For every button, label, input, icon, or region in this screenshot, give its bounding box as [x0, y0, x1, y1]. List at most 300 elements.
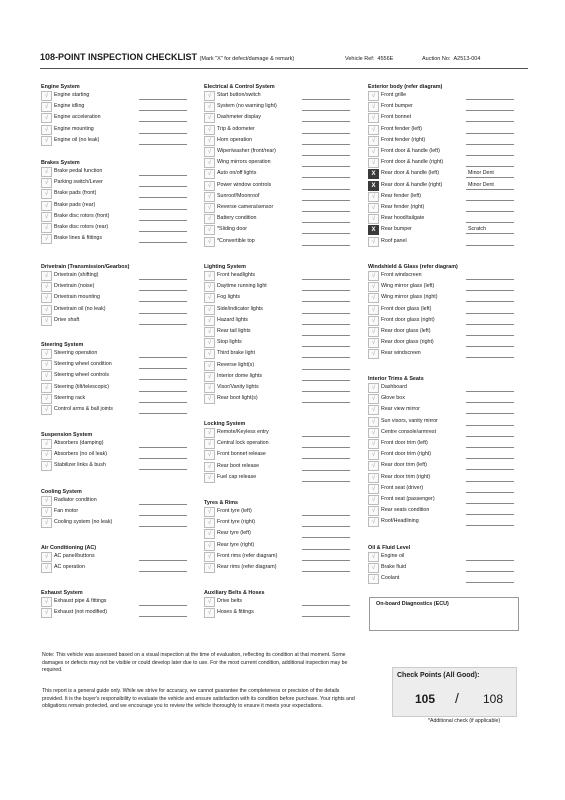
remark-field[interactable] [466, 159, 514, 167]
remark-field[interactable] [302, 508, 350, 516]
item-label: Daytime running light [217, 283, 267, 290]
remark-field[interactable] [302, 542, 350, 550]
item-label: Rear door trim (right) [381, 473, 431, 480]
check-mark[interactable]: √ [368, 91, 379, 101]
remark-field[interactable] [139, 294, 187, 302]
remark-field[interactable] [302, 350, 350, 358]
remark-field[interactable] [302, 519, 350, 527]
check-mark[interactable]: √ [41, 234, 52, 244]
remark-field[interactable] [302, 114, 350, 122]
checkpoints-good: 105 [415, 692, 436, 706]
section-title-engine: Engine System [41, 84, 80, 90]
remark-field[interactable] [139, 103, 187, 111]
checklist-row [368, 338, 518, 348]
item-label: Steering rack [54, 394, 86, 401]
remark-field[interactable] [139, 519, 187, 527]
checklist-row [41, 91, 191, 101]
checklist-row [41, 234, 191, 244]
check-mark[interactable]: √ [368, 192, 379, 202]
defect-mark[interactable]: X [368, 181, 379, 191]
checklist-row [368, 439, 518, 449]
remark-field[interactable] [466, 485, 514, 493]
check-mark[interactable]: √ [368, 293, 379, 303]
remark-field[interactable] [139, 224, 187, 232]
item-label: Start button/switch [217, 92, 261, 98]
checklist-row [41, 496, 191, 506]
checklist-row [368, 563, 518, 573]
item-label: Rear boot light(s) [217, 395, 258, 402]
defect-mark[interactable]: X [368, 169, 379, 179]
check-mark[interactable]: √ [204, 158, 215, 168]
remark-field[interactable] [466, 283, 514, 291]
remark-field[interactable] [139, 350, 187, 358]
item-label: Front bonnet release [217, 451, 266, 458]
check-mark[interactable]: √ [368, 450, 379, 460]
check-mark[interactable]: √ [368, 383, 379, 393]
auction-no: Auction No: A2513-004 [422, 56, 481, 62]
item-label: Engine idling [54, 103, 85, 110]
checklist-row [41, 316, 191, 326]
checklist-row [41, 282, 191, 292]
checklist-row [368, 349, 518, 359]
item-label: Remote/Keyless entry [217, 429, 269, 435]
remark-field[interactable] [139, 272, 187, 280]
item-label: Rear tyre (left) [217, 530, 251, 537]
remark-field[interactable] [139, 306, 187, 314]
item-label: Central lock operation [217, 440, 269, 447]
remark-field[interactable] [466, 553, 514, 561]
check-mark[interactable]: √ [204, 113, 215, 123]
remark-field[interactable]: Minor Dent [466, 182, 514, 190]
remark-field[interactable] [302, 463, 350, 471]
remark-field[interactable] [466, 518, 514, 526]
remark-field[interactable] [466, 328, 514, 336]
check-mark[interactable]: √ [368, 428, 379, 438]
remark-field[interactable] [466, 103, 514, 111]
check-mark[interactable]: √ [204, 293, 215, 303]
remark-field[interactable]: Minor Dent [466, 170, 514, 178]
check-mark[interactable]: √ [204, 349, 215, 359]
check-mark[interactable]: √ [204, 563, 215, 573]
remark-field[interactable] [302, 306, 350, 314]
remark-field[interactable] [466, 137, 514, 145]
check-mark[interactable]: √ [41, 507, 52, 517]
item-label: Rear hood/tailgate [381, 215, 425, 222]
check-mark[interactable]: √ [368, 136, 379, 146]
remark-field[interactable] [139, 553, 187, 561]
remark-field[interactable] [466, 406, 514, 414]
remark-field[interactable] [466, 339, 514, 347]
checklist-row [368, 91, 518, 101]
remark-field[interactable] [466, 496, 514, 504]
check-mark[interactable]: √ [41, 450, 52, 460]
checklist-row [204, 338, 354, 348]
remark-field[interactable] [302, 170, 350, 178]
remark-field[interactable] [466, 294, 514, 302]
check-mark[interactable]: √ [368, 125, 379, 135]
check-mark[interactable]: √ [204, 169, 215, 179]
item-label: Front door glass (left) [381, 305, 432, 312]
remark-field[interactable] [466, 215, 514, 223]
check-mark[interactable]: √ [204, 125, 215, 135]
check-mark[interactable]: √ [41, 201, 52, 211]
remark-field[interactable] [302, 193, 350, 201]
remark-field[interactable] [302, 440, 350, 448]
remark-field[interactable] [139, 361, 187, 369]
checklist-row [368, 327, 518, 337]
check-mark[interactable]: √ [41, 461, 52, 471]
remark-field[interactable] [302, 530, 350, 538]
check-mark[interactable]: √ [368, 214, 379, 224]
remark-field[interactable] [302, 553, 350, 561]
check-mark[interactable]: √ [204, 237, 215, 247]
checklist-row [204, 394, 354, 404]
remark-field[interactable] [466, 575, 514, 583]
item-label: Front tyre (left) [217, 508, 252, 514]
check-mark[interactable]: √ [204, 136, 215, 146]
remark-field[interactable] [139, 179, 187, 187]
remark-field[interactable] [466, 204, 514, 212]
check-mark[interactable]: √ [368, 271, 379, 281]
check-mark[interactable]: √ [368, 517, 379, 527]
check-mark[interactable]: √ [41, 282, 52, 292]
item-label: Reverse light(s) [217, 361, 255, 368]
check-mark[interactable]: √ [204, 439, 215, 449]
checklist-row [41, 518, 191, 528]
remark-field[interactable] [466, 350, 514, 358]
remark-field[interactable]: Scratch [466, 226, 514, 234]
check-mark[interactable]: √ [41, 125, 52, 135]
checklist-row [204, 428, 354, 438]
check-mark[interactable]: √ [204, 305, 215, 315]
check-mark[interactable]: √ [204, 552, 215, 562]
remark-field[interactable] [139, 406, 187, 414]
checklist-row [41, 305, 191, 315]
remark-field[interactable] [302, 474, 350, 482]
checklist-row [204, 349, 354, 359]
checklist-row [41, 189, 191, 199]
check-mark[interactable]: √ [204, 338, 215, 348]
remark-field[interactable] [466, 306, 514, 314]
item-label: Drivetrain (noise) [54, 283, 95, 290]
remark-field[interactable] [466, 238, 514, 246]
check-mark[interactable]: √ [41, 189, 52, 199]
check-mark[interactable]: √ [204, 518, 215, 528]
check-mark[interactable]: √ [368, 574, 379, 584]
remark-field[interactable] [139, 440, 187, 448]
check-mark[interactable]: √ [368, 506, 379, 516]
remark-field[interactable] [466, 317, 514, 325]
remark-field[interactable] [139, 114, 187, 122]
remark-field[interactable] [302, 215, 350, 223]
remark-field[interactable] [466, 114, 514, 122]
checklist-row [368, 574, 518, 584]
remark-field[interactable] [302, 373, 350, 381]
remark-field[interactable] [139, 451, 187, 459]
check-mark[interactable]: √ [41, 394, 52, 404]
check-mark[interactable]: √ [41, 552, 52, 562]
check-mark[interactable]: √ [204, 102, 215, 112]
checklist-row [204, 147, 354, 157]
check-mark[interactable]: √ [368, 473, 379, 483]
check-mark[interactable]: √ [368, 282, 379, 292]
item-label: Front seat (passenger) [381, 496, 435, 502]
remark-field[interactable] [466, 564, 514, 572]
remark-field[interactable] [302, 609, 350, 617]
check-mark[interactable]: √ [368, 417, 379, 427]
check-mark[interactable]: √ [368, 338, 379, 348]
check-mark[interactable]: √ [368, 552, 379, 562]
check-mark[interactable]: √ [41, 371, 52, 381]
check-mark[interactable]: √ [368, 237, 379, 247]
checklist-row [368, 552, 518, 562]
check-mark[interactable]: √ [41, 113, 52, 123]
remark-field[interactable] [139, 609, 187, 617]
check-mark[interactable]: √ [368, 147, 379, 157]
remark-field[interactable] [139, 92, 187, 100]
remark-field[interactable] [466, 451, 514, 459]
check-mark[interactable]: √ [204, 450, 215, 460]
check-mark[interactable]: √ [204, 282, 215, 292]
check-mark[interactable]: √ [204, 91, 215, 101]
check-mark[interactable]: √ [204, 316, 215, 326]
check-mark[interactable]: √ [41, 293, 52, 303]
item-label: Rear windscreen [381, 350, 421, 357]
check-mark[interactable]: √ [204, 541, 215, 551]
checklist-row [204, 529, 354, 539]
check-mark[interactable]: √ [368, 405, 379, 415]
remark-field[interactable] [302, 137, 350, 145]
check-mark[interactable]: √ [368, 316, 379, 326]
remark-field[interactable] [302, 564, 350, 572]
remark-field[interactable] [139, 317, 187, 325]
check-mark[interactable]: √ [204, 507, 215, 517]
checklist-row [41, 178, 191, 188]
checklist-row [368, 147, 518, 157]
remark-field[interactable] [302, 339, 350, 347]
remark-field[interactable] [139, 508, 187, 516]
remark-field[interactable] [466, 474, 514, 482]
remark-field[interactable] [302, 226, 350, 234]
check-mark[interactable]: √ [204, 271, 215, 281]
check-mark[interactable]: √ [204, 214, 215, 224]
check-mark[interactable]: √ [204, 597, 215, 607]
check-mark[interactable]: √ [368, 563, 379, 573]
remark-field[interactable] [466, 429, 514, 437]
remark-field[interactable] [139, 462, 187, 470]
checklist-row [368, 517, 518, 527]
check-mark[interactable]: √ [41, 316, 52, 326]
check-mark[interactable]: √ [204, 361, 215, 371]
check-mark[interactable]: √ [41, 405, 52, 415]
check-mark[interactable]: √ [41, 178, 52, 188]
check-mark[interactable]: √ [41, 518, 52, 528]
check-mark[interactable]: √ [204, 608, 215, 618]
check-mark[interactable]: √ [204, 428, 215, 438]
remark-field[interactable] [302, 317, 350, 325]
check-mark[interactable]: √ [204, 372, 215, 382]
remark-field[interactable] [466, 418, 514, 426]
item-label: Stabilizer links & bush [54, 462, 106, 469]
remark-field[interactable] [139, 372, 187, 380]
remark-field[interactable] [302, 182, 350, 190]
remark-field[interactable] [302, 159, 350, 167]
checklist-row [41, 113, 191, 123]
item-label: Brake fluid [381, 564, 407, 571]
check-mark[interactable]: √ [368, 203, 379, 213]
check-mark[interactable]: √ [204, 225, 215, 235]
check-mark[interactable]: √ [204, 529, 215, 539]
checklist-row [41, 405, 191, 415]
remark-field[interactable] [302, 126, 350, 134]
remark-field[interactable] [302, 204, 350, 212]
checklist-row [368, 461, 518, 471]
checklist-row [41, 439, 191, 449]
remark-field[interactable] [302, 598, 350, 606]
section-title-fluids: Oil & Fluid Level [368, 545, 411, 551]
remark-field[interactable] [302, 294, 350, 302]
remark-field[interactable] [139, 137, 187, 145]
remark-field[interactable] [139, 168, 187, 176]
section-title-brakes: Brakes System [41, 160, 80, 166]
check-mark[interactable]: √ [41, 136, 52, 146]
remark-field[interactable] [139, 213, 187, 221]
remark-field[interactable] [466, 272, 514, 280]
item-label: Front tyre (right) [217, 519, 255, 526]
check-mark[interactable]: √ [41, 383, 52, 393]
remark-field[interactable] [139, 598, 187, 606]
item-label: Brake pedal function [54, 168, 103, 174]
check-mark[interactable]: √ [41, 349, 52, 359]
item-label: Front bumper [381, 103, 413, 110]
check-mark[interactable]: √ [41, 563, 52, 573]
defect-mark[interactable]: X [368, 225, 379, 235]
check-mark[interactable]: √ [368, 305, 379, 315]
title-note: (Mark "X" for defect/damage & remark) [199, 56, 295, 62]
check-mark[interactable]: √ [41, 167, 52, 177]
remark-field[interactable] [466, 462, 514, 470]
checklist-row [204, 327, 354, 337]
check-mark[interactable]: √ [41, 91, 52, 101]
check-mark[interactable]: √ [41, 439, 52, 449]
check-mark[interactable]: √ [368, 349, 379, 359]
check-mark[interactable]: √ [368, 461, 379, 471]
item-label: Control arms & ball joints [54, 406, 113, 412]
check-mark[interactable]: √ [204, 181, 215, 191]
checklist-row [41, 450, 191, 460]
check-mark[interactable]: √ [368, 113, 379, 123]
checklist-row [368, 214, 518, 224]
item-label: AC panel/buttons [54, 553, 95, 559]
check-mark[interactable]: √ [204, 147, 215, 157]
remark-field[interactable] [139, 283, 187, 291]
remark-field[interactable] [302, 384, 350, 392]
remark-field[interactable] [139, 190, 187, 198]
remark-field[interactable] [139, 395, 187, 403]
remark-field[interactable] [466, 440, 514, 448]
check-mark[interactable]: √ [368, 102, 379, 112]
check-mark[interactable]: √ [368, 495, 379, 505]
check-mark[interactable]: √ [41, 496, 52, 506]
check-mark[interactable]: √ [41, 212, 52, 222]
note-visual-inspection: Note: This vehicle was assessed based on a visual inspection at the time of evaluation, reflecting its condition at that moment. Some damages or defects may not be visible or could develop later due to use. For the most current condition, additional inspection may be required. [42, 652, 348, 674]
remark-field[interactable] [302, 395, 350, 403]
remark-field[interactable] [302, 328, 350, 336]
item-label: Sunroof/Moonroof [217, 192, 260, 199]
remark-field[interactable] [302, 362, 350, 370]
check-mark[interactable]: √ [368, 439, 379, 449]
remark-field[interactable] [302, 272, 350, 280]
check-mark[interactable]: √ [41, 223, 52, 233]
check-mark[interactable]: √ [41, 102, 52, 112]
item-label: Parking switch/Lever [54, 179, 103, 186]
check-mark[interactable]: √ [368, 484, 379, 494]
remark-field[interactable] [139, 384, 187, 392]
remark-field[interactable] [302, 92, 350, 100]
check-mark[interactable]: √ [41, 608, 52, 618]
item-label: Front grille [381, 92, 407, 98]
check-mark[interactable]: √ [204, 383, 215, 393]
check-mark[interactable]: √ [204, 327, 215, 337]
check-mark[interactable]: √ [204, 394, 215, 404]
item-label: Rear door & handle (left) [381, 170, 440, 177]
check-mark[interactable]: √ [41, 360, 52, 370]
remark-field[interactable] [466, 395, 514, 403]
checklist-row [204, 372, 354, 382]
item-label: Battery condition [217, 215, 257, 222]
check-mark[interactable]: √ [41, 597, 52, 607]
remark-field[interactable] [302, 148, 350, 156]
checklist-row [41, 383, 191, 393]
checklist-row [204, 125, 354, 135]
section-title-drivetrain: Drivetrain (Transmission/Gearbox) [41, 264, 130, 270]
remark-field[interactable] [139, 497, 187, 505]
check-mark[interactable]: √ [204, 462, 215, 472]
remark-field[interactable] [139, 235, 187, 243]
remark-field[interactable] [139, 126, 187, 134]
checklist-row [368, 169, 518, 179]
checklist-row [204, 462, 354, 472]
remark-field[interactable] [466, 193, 514, 201]
checklist-row [41, 461, 191, 471]
check-mark[interactable]: √ [41, 305, 52, 315]
remark-field[interactable] [302, 103, 350, 111]
section-title-exterior: Exterior body (refer diagram) [368, 84, 443, 90]
check-mark[interactable]: √ [204, 192, 215, 202]
remark-field[interactable] [139, 564, 187, 572]
remark-field[interactable] [466, 92, 514, 100]
checklist-row [368, 495, 518, 505]
check-mark[interactable]: √ [41, 271, 52, 281]
item-label: Trip & odometer [217, 125, 255, 132]
check-mark[interactable]: √ [368, 394, 379, 404]
check-mark[interactable]: √ [204, 473, 215, 483]
check-mark[interactable]: √ [368, 327, 379, 337]
check-mark[interactable]: √ [368, 158, 379, 168]
remark-field[interactable] [302, 283, 350, 291]
remark-field[interactable] [466, 384, 514, 392]
remark-field[interactable] [302, 429, 350, 437]
remark-field[interactable] [139, 202, 187, 210]
check-mark[interactable]: √ [204, 203, 215, 213]
remark-field[interactable] [466, 507, 514, 515]
remark-field[interactable] [302, 451, 350, 459]
checklist-row [204, 518, 354, 528]
remark-field[interactable] [302, 238, 350, 246]
section-title-aux: Auxiliary Belts & Hoses [204, 590, 265, 596]
remark-field[interactable] [466, 126, 514, 134]
remark-field[interactable] [466, 148, 514, 156]
